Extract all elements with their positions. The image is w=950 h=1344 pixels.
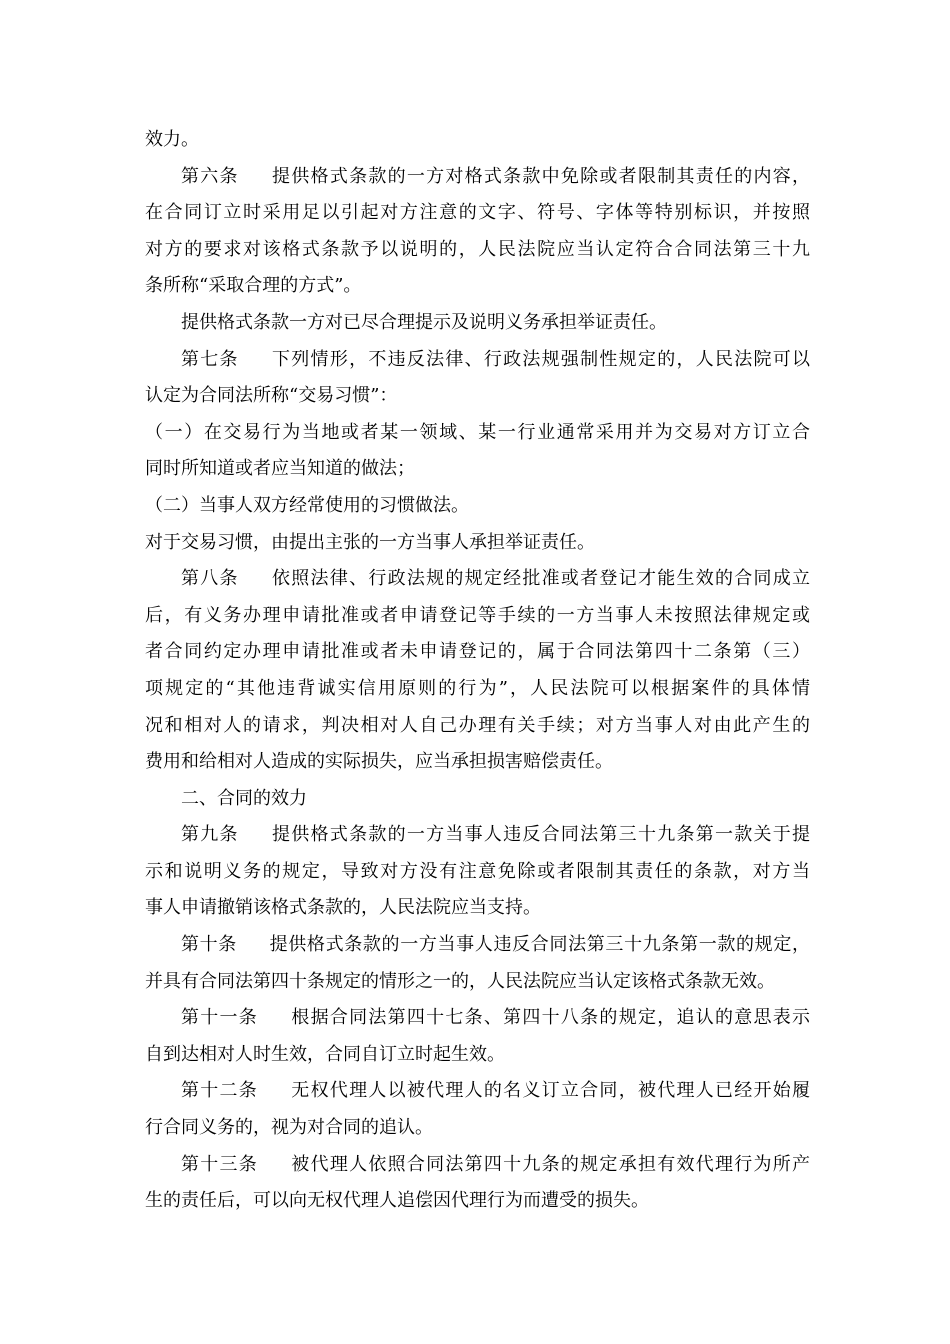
text-line: 认定为合同法所称“交易习惯”： bbox=[145, 385, 398, 407]
text-line: 费用和给相对人造成的实际损失，应当承担损害赔偿责任。 bbox=[145, 751, 613, 773]
article-line bbox=[145, 1147, 810, 1184]
text-line: 并具有合同法第四十条规定的情形之一的，人民法院应当认定该格式条款无效。 bbox=[145, 970, 775, 992]
text-line: 行合同义务的，视为对合同的追认。 bbox=[145, 1117, 433, 1139]
document-body bbox=[145, 122, 810, 1220]
text-line: 项规定的“其他违背诚实信用原则的行为”，人民法院可以根据案件的具体情 bbox=[145, 677, 810, 699]
text-line: 者合同约定办理申请批准或者未申请登记的，属于合同法第四十二条第（三） bbox=[145, 641, 810, 663]
article-number: 第十三条 bbox=[181, 1153, 259, 1175]
article-number: 第十二条 bbox=[181, 1080, 259, 1102]
text-line: 在合同订立时采用足以引起对方注意的文字、符号、字体等特别标识，并按照 bbox=[145, 202, 810, 224]
text-line: 示和说明义务的规定，导致对方没有注意免除或者限制其责任的条款，对方当 bbox=[145, 860, 810, 882]
text-line: （一）在交易行为当地或者某一领域、某一行业通常采用并为交易对方订立合 bbox=[145, 421, 810, 443]
article-number: 第十条 bbox=[181, 934, 237, 956]
article-number: 第九条 bbox=[181, 824, 239, 846]
article-line bbox=[145, 561, 810, 598]
article-number: 第十一条 bbox=[181, 1007, 259, 1029]
article-text: 下列情形，不违反法律、行政法规强制性规定的，人民法院可以 bbox=[270, 348, 811, 370]
text-line: 生的责任后，可以向无权代理人追偿因代理行为而遭受的损失。 bbox=[145, 1190, 649, 1212]
article-text: 提供格式条款的一方当事人违反合同法第三十九条第一款关于提 bbox=[270, 824, 811, 846]
text-line: （二）当事人双方经常使用的习惯做法。 bbox=[145, 494, 469, 516]
text-line: 提供格式条款一方对已尽合理提示及说明义务承担举证责任。 bbox=[181, 311, 667, 333]
article-text: 提供格式条款的一方当事人违反合同法第三十九条第一款的规定， bbox=[268, 934, 810, 956]
article-line bbox=[145, 817, 810, 854]
article-line bbox=[145, 1073, 810, 1110]
text-line: 对方的要求对该格式条款予以说明的，人民法院应当认定符合合同法第三十九 bbox=[145, 238, 810, 260]
text-line: 同时所知道或者应当知道的做法； bbox=[145, 458, 415, 480]
article-number: 第六条 bbox=[181, 165, 239, 187]
section-heading: 二、合同的效力 bbox=[181, 787, 307, 809]
article-line bbox=[145, 342, 810, 379]
article-number: 第八条 bbox=[181, 568, 239, 590]
text-line: 事人申请撤销该格式条款的，人民法院应当支持。 bbox=[145, 897, 541, 919]
text-line: 条所称“采取合理的方式”。 bbox=[145, 275, 362, 297]
article-line bbox=[145, 159, 810, 196]
text-line: 对于交易习惯，由提出主张的一方当事人承担举证责任。 bbox=[145, 531, 595, 553]
article-text: 依照法律、行政法规的规定经批准或者登记才能生效的合同成立 bbox=[270, 568, 811, 590]
text-line: 况和相对人的请求，判决相对人自己办理有关手续；对方当事人对由此产生的 bbox=[145, 714, 810, 736]
article-line bbox=[145, 927, 810, 964]
article-text: 根据合同法第四十七条、第四十八条的规定，追认的意思表示 bbox=[290, 1007, 811, 1029]
article-text: 无权代理人以被代理人的名义订立合同，被代理人已经开始履 bbox=[290, 1080, 811, 1102]
article-line bbox=[145, 1000, 810, 1037]
article-text: 提供格式条款的一方对格式条款中免除或者限制其责任的内容， bbox=[270, 165, 811, 187]
text-line: 效力。 bbox=[145, 129, 199, 150]
article-text: 被代理人依照合同法第四十九条的规定承担有效代理行为所产 bbox=[290, 1153, 811, 1175]
article-number: 第七条 bbox=[181, 348, 239, 370]
text-line: 后，有义务办理申请批准或者申请登记等手续的一方当事人未按照法律规定或 bbox=[145, 604, 810, 626]
text-line: 自到达相对人时生效，合同自订立时起生效。 bbox=[145, 1043, 505, 1065]
